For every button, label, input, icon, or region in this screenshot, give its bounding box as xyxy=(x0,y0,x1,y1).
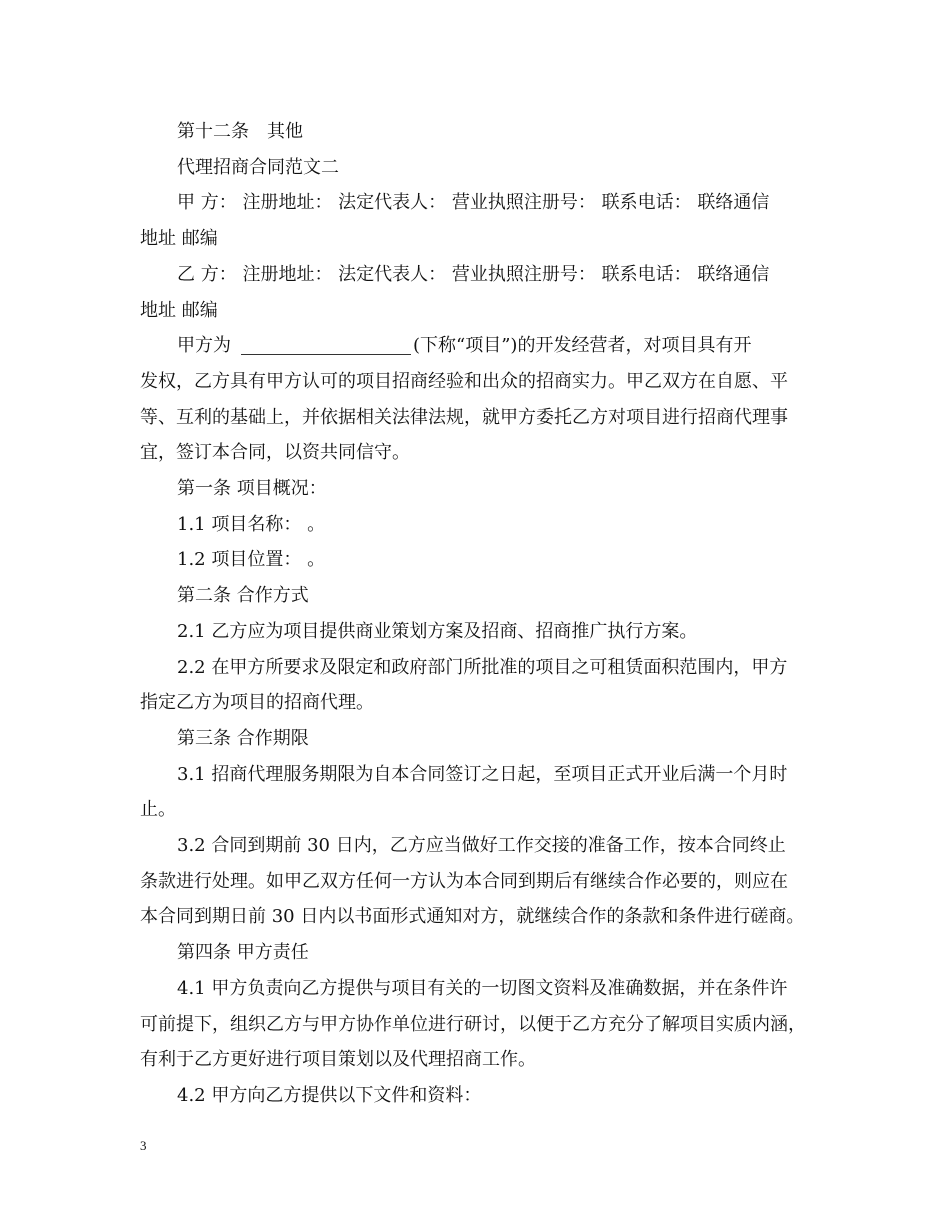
intro-suffix: (下称“项目”)的开发经营者，对项目具有开 xyxy=(413,335,752,357)
clause-line: 4.1 甲方负责向乙方提供与项目有关的一切图文资料及准确数据，并在条件许 xyxy=(177,977,788,999)
clause-line: 3.2 合同到期前 30 日内，乙方应当做好工作交接的准备工作，按本合同终止 xyxy=(177,835,786,857)
clause-line-cont: 本合同到期日前 30 日内以书面形式通知对方，就继续合作的条款和条件进行磋商。 xyxy=(140,906,805,928)
document-title: 代理招商合同范文二 xyxy=(177,156,339,178)
party-a-line: 甲 方： 注册地址： 法定代表人： 营业执照注册号： 联系电话： 联络通信 xyxy=(177,192,770,214)
blank-underline xyxy=(241,336,411,355)
party-a-line-cont: 地址 邮编 xyxy=(140,228,218,250)
party-b-line: 乙 方： 注册地址： 法定代表人： 营业执照注册号： 联系电话： 联络通信 xyxy=(177,263,770,285)
article-heading: 第十二条 其他 xyxy=(177,121,303,142)
paragraph-line: 发权，乙方具有甲方认可的项目招商经验和出众的招商实力。甲乙双方在自愿、平 xyxy=(140,370,788,392)
intro-prefix: 甲方为 xyxy=(177,335,231,357)
clause-line: 2.2 在甲方所要求及限定和政府部门所批准的项目之可租赁面积范围内，甲方 xyxy=(177,656,788,678)
clause-line-cont: 有利于乙方更好进行项目策划以及代理招商工作。 xyxy=(140,1049,536,1071)
clause-line: 4.2 甲方向乙方提供以下文件和资料： xyxy=(177,1084,482,1106)
clause-line-cont: 指定乙方为项目的招商代理。 xyxy=(140,692,374,714)
article-heading: 第一条 项目概况： xyxy=(177,478,327,500)
party-b-line-cont: 地址 邮编 xyxy=(140,299,218,321)
clause-line: 1.2 项目位置： 。 xyxy=(177,549,326,571)
article-heading: 第三条 合作期限 xyxy=(177,727,309,749)
clause-line: 1.1 项目名称： 。 xyxy=(177,513,326,535)
article-heading: 第二条 合作方式 xyxy=(177,585,309,607)
article-heading: 第四条 甲方责任 xyxy=(177,942,309,964)
clause-line: 3.1 招商代理服务期限为自本合同签订之日起，至项目正式开业后满一个月时 xyxy=(177,763,788,785)
clause-line-cont: 条款进行处理。如甲乙双方任何一方认为本合同到期后有继续合作必要的，则应在 xyxy=(140,870,788,892)
paragraph-line: 等、互利的基础上，并依据相关法律法规，就甲方委托乙方对项目进行招商代理事 xyxy=(140,406,788,428)
page-number: 3 xyxy=(140,1138,147,1153)
paragraph-line: 宜，签订本合同，以资共同信守。 xyxy=(140,442,410,464)
document-page xyxy=(140,114,812,1114)
clause-line-cont: 可前提下，组织乙方与甲方协作单位进行研讨，以便于乙方充分了解项目实质内涵， xyxy=(140,1013,806,1035)
intro-paragraph-line xyxy=(140,328,812,364)
clause-line: 2.1 乙方应为项目提供商业策划方案及招商、招商推广执行方案。 xyxy=(177,620,698,642)
clause-line-cont: 止。 xyxy=(140,799,176,821)
